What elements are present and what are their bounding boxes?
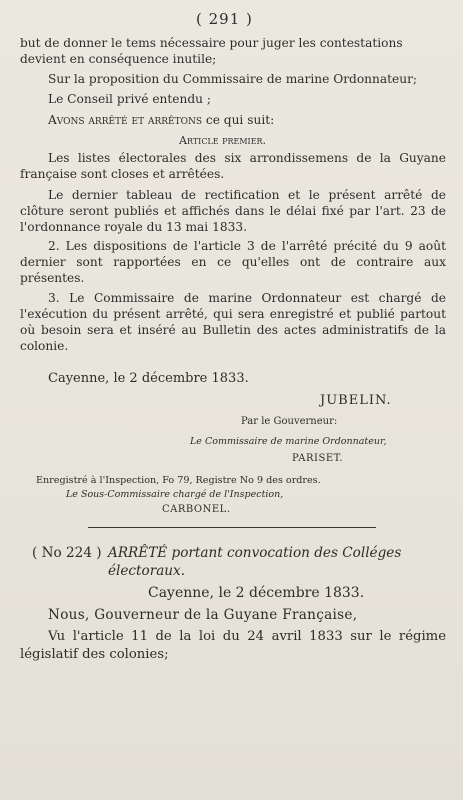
commissaire-title: Le Commissaire de marine Ordonnateur, <box>190 436 387 447</box>
text-line: Le Conseil privé entendu ; <box>48 92 211 106</box>
decree-formula-rest: ce qui suit: <box>202 113 275 127</box>
decree-formula <box>48 112 274 128</box>
gouverneur-line: Nous, Gouverneur de la Guyane Française, <box>48 607 358 623</box>
signature-pariset: PARISET. <box>292 453 344 464</box>
paragraph: Vu l'article 11 de la loi du 24 avril 1833 sur le régime législatif des colonies; <box>20 629 446 662</box>
paragraph: Les listes électorales des six arrondissemens de la Guyane française sont closes et arrêtées. <box>20 151 446 181</box>
sous-commissaire-title: Le Sous-Commissaire chargé de l'Inspection, <box>66 489 284 500</box>
arrete-number: ( No 224 ) <box>32 545 102 561</box>
date-line: Cayenne, le 2 décembre 1833. <box>48 371 249 386</box>
date-line: Cayenne, le 2 décembre 1833. <box>148 585 365 601</box>
paragraph: 2. Les dispositions de l'article 3 de l'arrêté précité du 9 août dernier sont rapportées en ce qu'elles ont de contraire aux présentes. <box>20 239 446 285</box>
section-divider <box>88 527 376 528</box>
signature-jubelin: JUBELIN. <box>320 393 392 408</box>
paragraph: 3. Le Commissaire de marine Ordonnateur est chargé de l'exécution du présent arrêté, qui sera enregistré et publié partout où besoin sera et inséré au Bulletin des actes administratifs de la colonie. <box>20 291 446 353</box>
registration-note: Enregistré à l'Inspection, Fo 79, Registre No 9 des ordres. <box>36 475 321 486</box>
signature-carbonel: CARBONEL. <box>162 504 231 515</box>
text-line: devient en conséquence inutile; <box>20 52 217 66</box>
text-line: Sur la proposition du Commissaire de marine Ordonnateur; <box>48 72 418 86</box>
decree-formula-smallcaps: Avons arrêté et arrêtons <box>48 113 202 127</box>
paragraph: Le dernier tableau de rectification et le présent arrêté de clôture seront publiés et affichés dans le délai fixé par l'art. 23 de l'ordonnance royale du 13 mai 1833. <box>20 188 446 234</box>
text-line: but de donner le tems nécessaire pour juger les contestations <box>20 36 403 50</box>
article-heading: Article premier. <box>179 134 267 147</box>
arrete-title: ARRÊTÉ portant convocation des Colléges électoraux. <box>108 545 402 579</box>
page-number: ( 291 ) <box>196 10 253 28</box>
par-le-gouverneur: Par le Gouverneur: <box>241 416 338 427</box>
